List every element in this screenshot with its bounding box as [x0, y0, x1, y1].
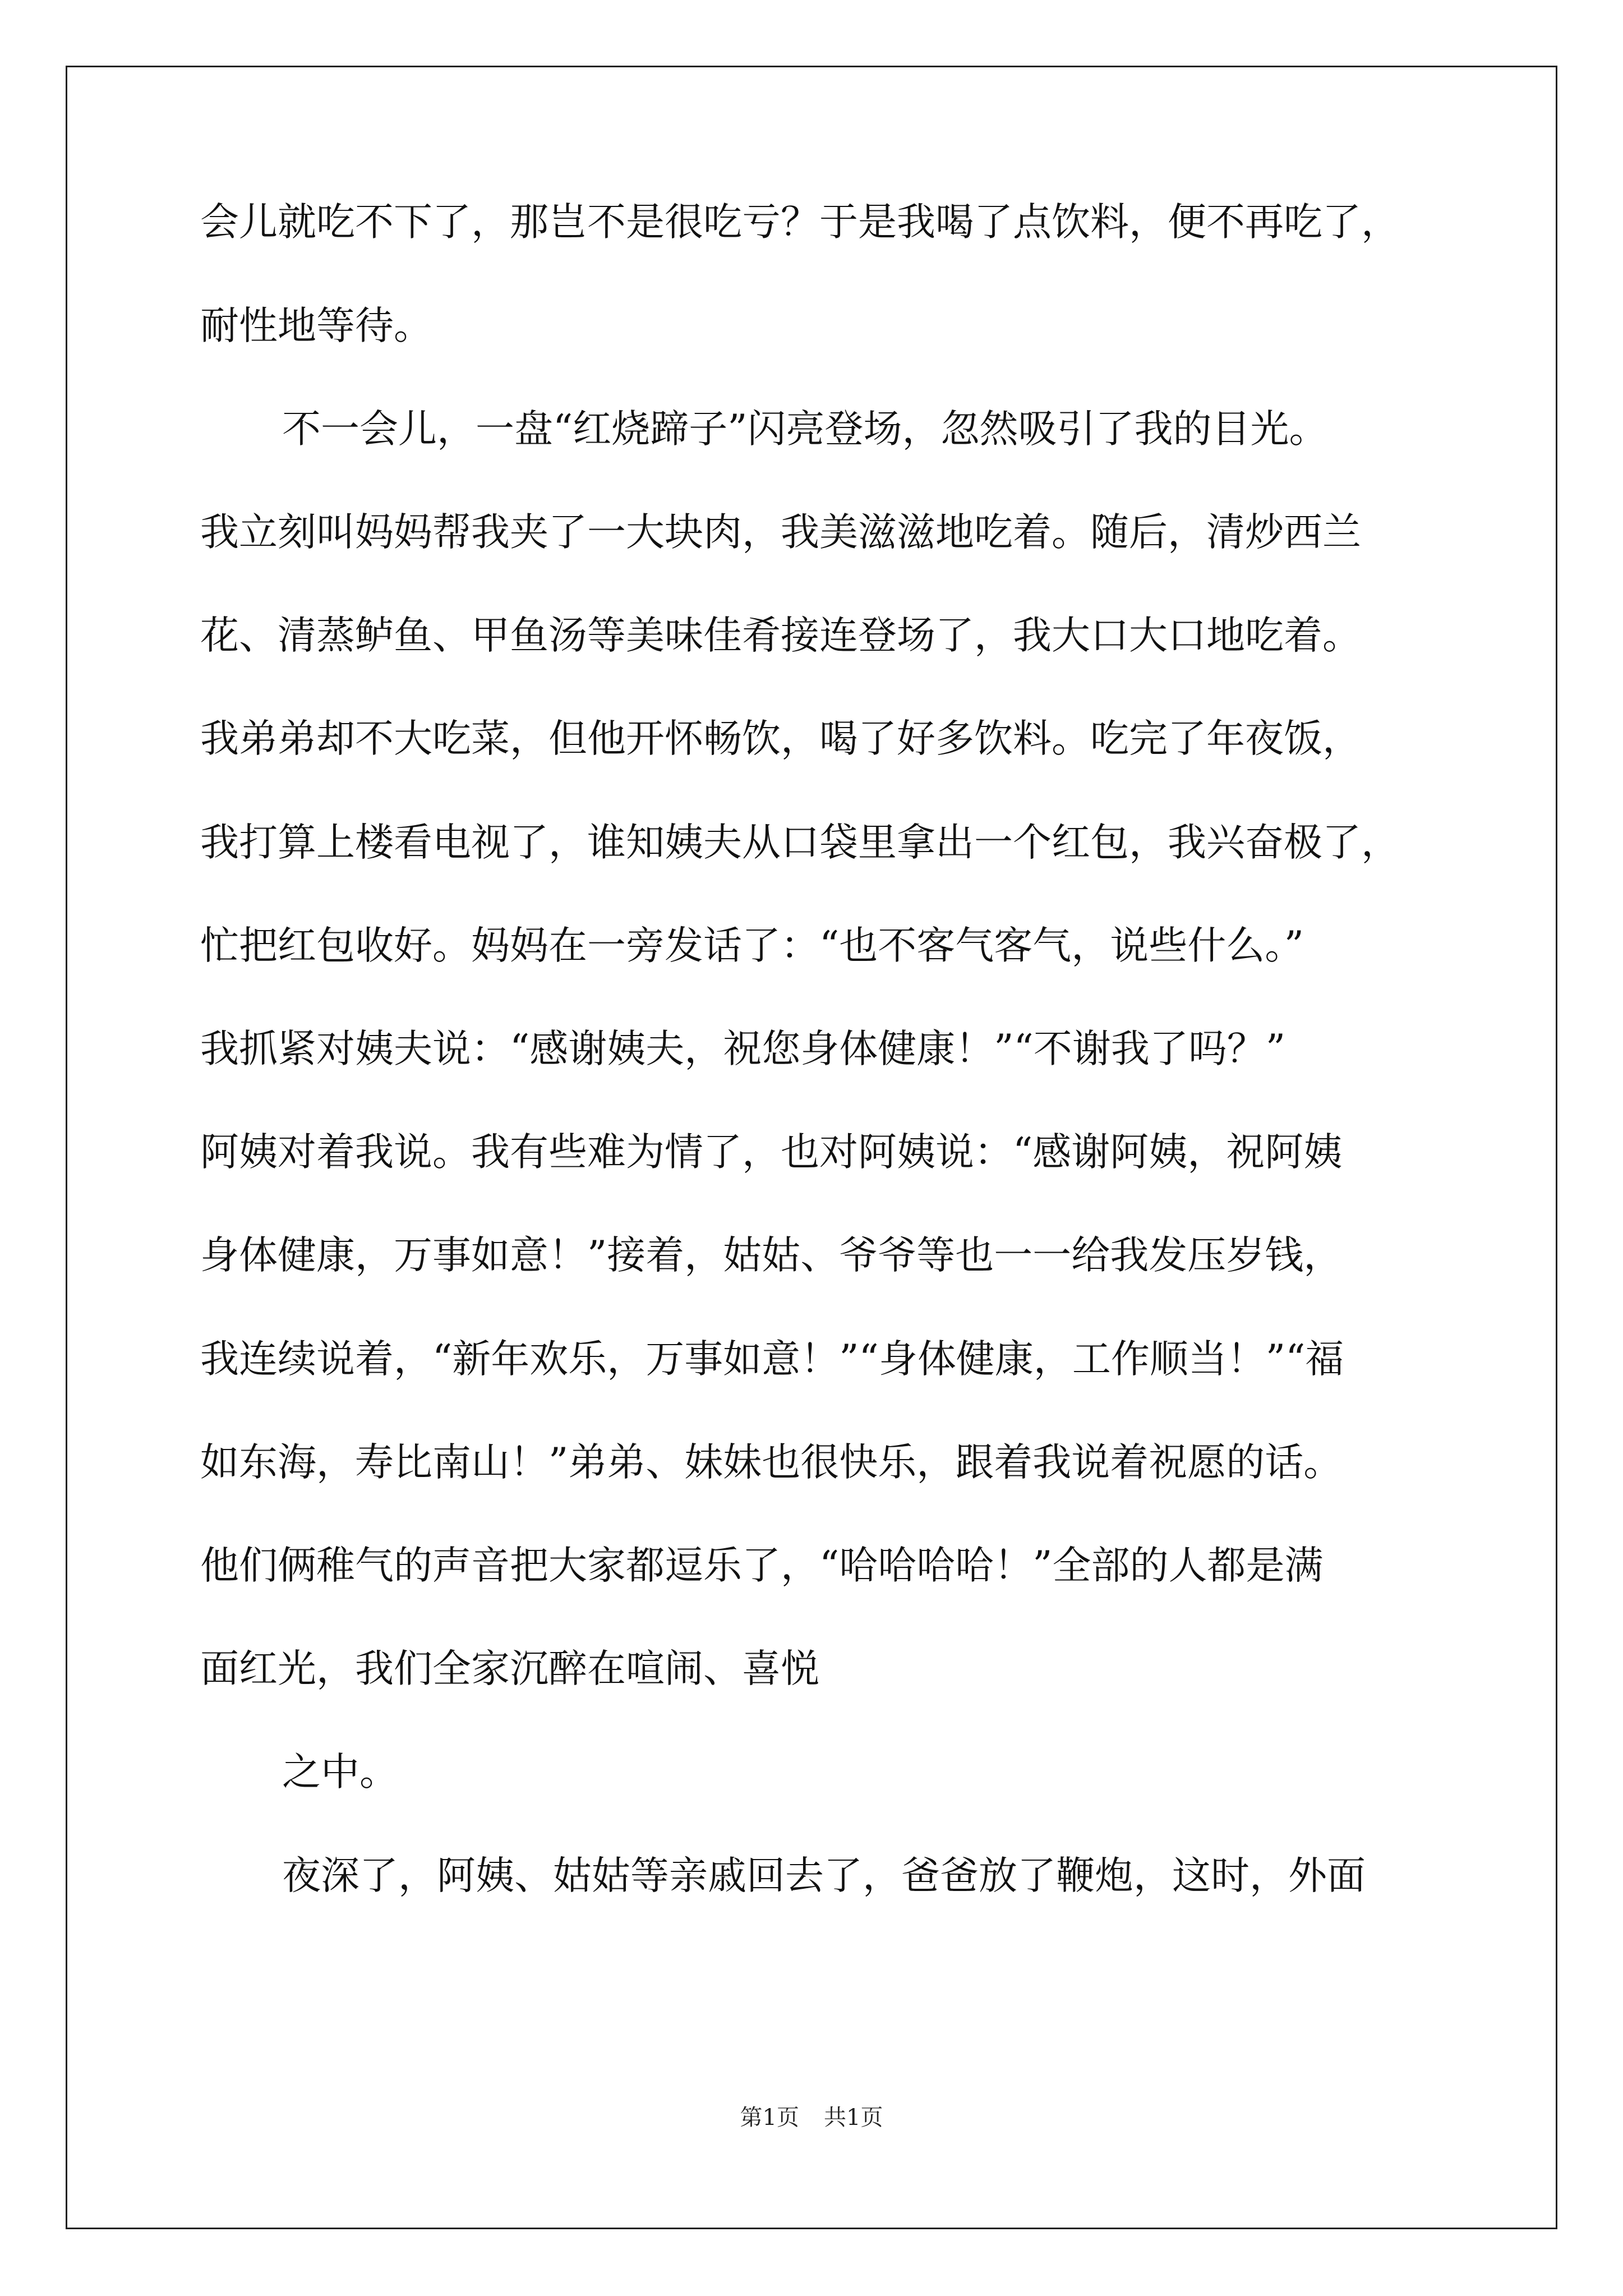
text-line: 身体健康，万事如意！”接着，姑姑、爷爷等也一一给我发压岁钱， — [200, 1233, 1343, 1278]
text-line: 阿姨对着我说。我有些难为情了，也对阿姨说：“感谢阿姨，祝阿姨 — [200, 1130, 1343, 1175]
text-line: 花、清蒸鲈鱼、甲鱼汤等美味佳肴接连登场了，我大口大口地吃着。 — [200, 613, 1361, 658]
text-line: 耐性地等待。 — [200, 303, 432, 348]
text-line: 我弟弟却不大吃菜，但他开怀畅饮，喝了好多饮料。吃完了年夜饭， — [200, 716, 1361, 761]
text-line: 忙把红包收好。妈妈在一旁发话了：“也不客气客气，说些什么。” — [200, 923, 1304, 968]
text-line: 面红光，我们全家沉醉在喧闹、喜悦 — [200, 1646, 819, 1691]
text-line: 我连续说着，“新年欢乐，万事如意！”“身体健康，工作顺当！”“福 — [200, 1337, 1344, 1382]
page-number-total: 共1页 — [824, 2105, 883, 2131]
text-line: 会儿就吃不下了，那岂不是很吃亏？于是我喝了点饮料，便不再吃了， — [200, 200, 1400, 245]
text-line: 之中。 — [282, 1750, 398, 1795]
text-line: 夜深了，阿姨、姑姑等亲戚回去了，爸爸放了鞭炮，这时，外面 — [282, 1853, 1366, 1898]
page-number-current: 第1页 — [740, 2105, 799, 2131]
text-line: 我立刻叫妈妈帮我夹了一大块肉，我美滋滋地吃着。随后，清炒西兰 — [200, 510, 1361, 555]
text-line: 他们俩稚气的声音把大家都逗乐了，“哈哈哈哈！”全部的人都是满 — [200, 1543, 1324, 1588]
text-line: 我打算上楼看电视了，谁知姨夫从口袋里拿出一个红包，我兴奋极了， — [200, 820, 1400, 865]
text-line: 如东海，寿比南山！”弟弟、妹妹也很快乐，跟着我说着祝愿的话。 — [200, 1440, 1343, 1485]
text-line: 我抓紧对姨夫说：“感谢姨夫，祝您身体健康！”“不谢我了吗？” — [200, 1027, 1286, 1071]
text-line: 不一会儿，一盘“红烧蹄子”闪亮登场，忽然吸引了我的目光。 — [282, 407, 1328, 452]
page-footer — [0, 2101, 1623, 2134]
